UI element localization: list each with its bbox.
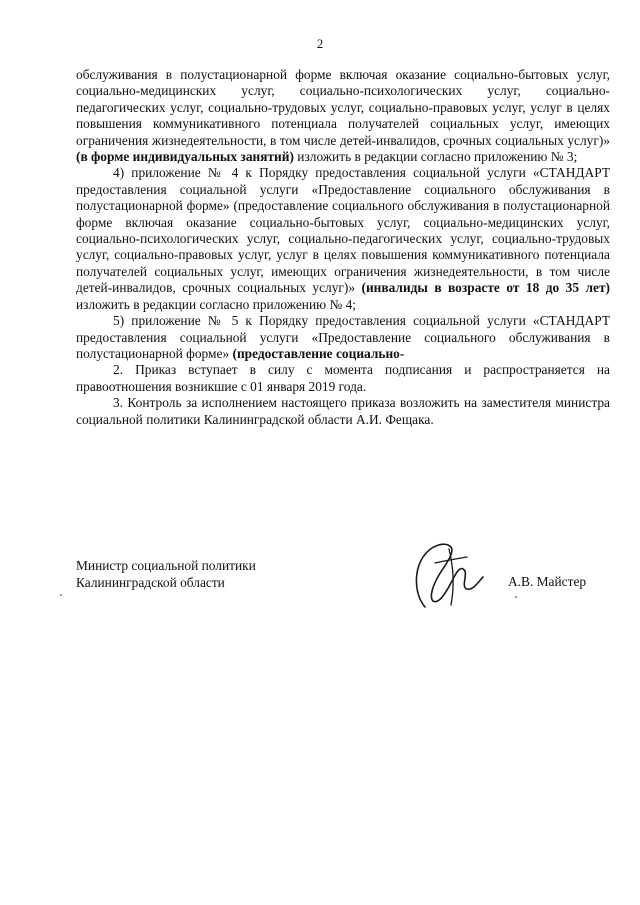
signatory-name: А.В. Майстер xyxy=(508,574,587,589)
text-segment: 2. Приказ вступает в силу с момента подписания и распространяется на правоотношения возникшие с 01 января 2019 года. xyxy=(76,362,610,394)
text-segment: изложить в редакции согласно приложению № 4; xyxy=(76,296,357,312)
paragraph-item-4 xyxy=(76,165,610,313)
paragraph-item-5 xyxy=(76,313,610,362)
text-segment-bold: (в форме индивидуальных занятий) xyxy=(76,149,294,165)
handwritten-signature-image xyxy=(395,535,495,615)
text-segment: изложить в редакции согласно приложению № 3; xyxy=(293,149,578,165)
scan-artifact xyxy=(515,596,517,598)
signatory-title-line-1: Министр социальной политики xyxy=(76,558,256,573)
paragraph-clause-2 xyxy=(76,362,610,395)
text-segment-bold: (инвалиды в возрасте от 18 до 35 лет) xyxy=(361,280,610,296)
scan-artifact xyxy=(60,594,62,596)
text-segment: обслуживания в полустационарной форме включая оказание социально-бытовых услуг, социально-медицинских услуг, социально-психологических услуг, социально-педагогических услуг, социально-трудовых услуг, социально-правовых услуг, услуг в целях повышения коммуникативного потенциала получателей социальных услуг, имеющих ограничения жизнедеятельности, в том числе детей-инвалидов, срочных социальных услуг)» xyxy=(76,67,610,148)
document-body xyxy=(76,67,610,428)
text-segment-bold: (предоставление социально- xyxy=(232,345,405,361)
paragraph-annex-3-continuation xyxy=(76,67,610,165)
paragraph-clause-3 xyxy=(76,395,610,428)
signatory-title-line-2: Калининградской области xyxy=(76,575,225,590)
text-segment: 5) приложение № 5 к Порядку предоставления социальной услуги «СТАНДАРТ предоставления социальной услуги «Предоставление социального обслуживания в полустационарной форме» xyxy=(76,313,610,361)
signatory-title xyxy=(76,557,256,591)
text-segment: 4) приложение № 4 к Порядку предоставления социальной услуги «СТАНДАРТ предоставления социальной услуги «Предоставление социального обслуживания в полустационарной форме» (предоставление социального обслуживания в полустационарной форме включая оказание социально-бытовых услуг, социально-медицинских услуг, социально-психологических услуг, социально-педагогических услуг, социально-трудовых услуг, социально-правовых услуг, услуг в целях повышения коммуникативного потенциала получателей социальных услуг, имеющих ограничения жизнедеятельности, в том числе детей-инвалидов, срочных социальных услуг)» xyxy=(76,165,610,296)
page-number: 2 xyxy=(316,36,324,51)
text-segment: 3. Контроль за исполнением настоящего приказа возложить на заместителя министра социальной политики Калининградской области А.И. Фещака. xyxy=(76,395,610,427)
